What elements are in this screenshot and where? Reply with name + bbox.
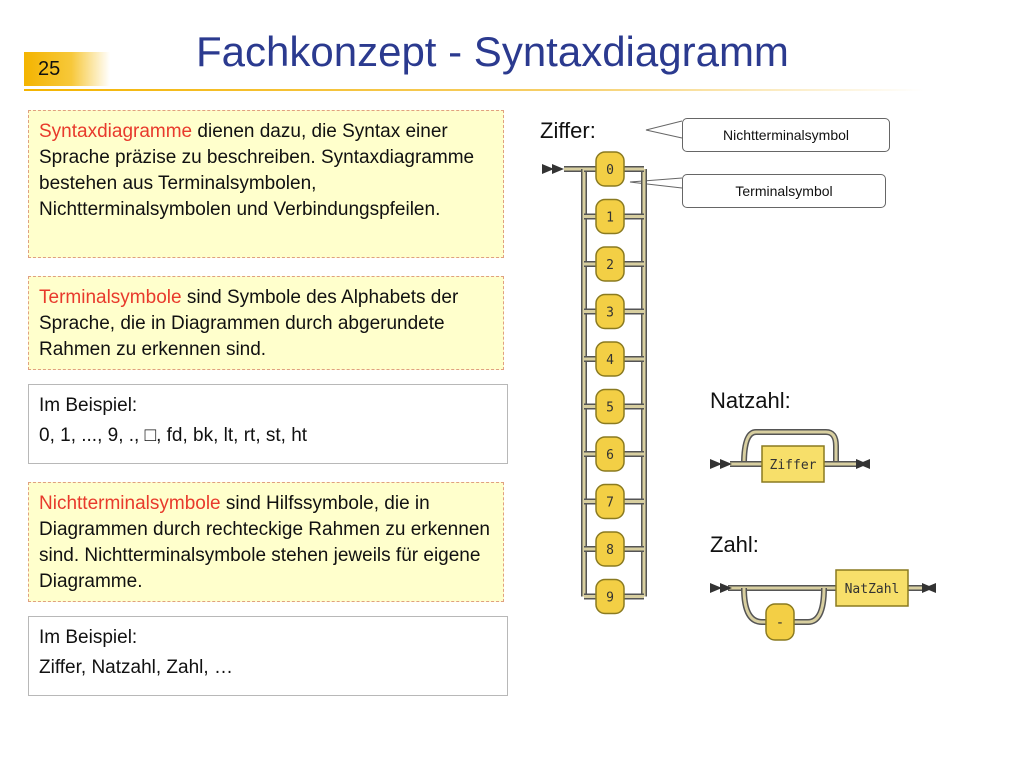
example-heading: Im Beispiel: <box>39 395 138 416</box>
definition-text-syntaxdiagramme: dienen dazu, die Syntax einer Sprache präzise zu beschreiben. Syntaxdiagramme bestehen aus Terminalsymbolen, Nichtterminalsymbolen und Verbindungspfeilen. <box>39 121 475 220</box>
example-box-terminals <box>28 384 508 464</box>
definition-box-terminalsymbole <box>28 276 504 370</box>
title-underline <box>24 89 924 91</box>
natzahl-label: Natzahl: <box>710 388 791 413</box>
definition-box-syntaxdiagramme <box>28 110 504 258</box>
zahl-minus-label: - <box>775 615 785 631</box>
zahl-natzahl-label: NatZahl <box>844 582 900 597</box>
entry-arrow-icon <box>552 164 564 174</box>
zahl-label: Zahl: <box>710 532 759 557</box>
slide-number: 25 <box>24 52 110 86</box>
digit-label-5: 5 <box>606 400 614 416</box>
example-heading: Im Beispiel: <box>39 627 138 648</box>
callout-nichtterminalsymbol: Nichtterminalsymbol <box>682 118 890 152</box>
digit-label-1: 1 <box>606 210 614 226</box>
example-box-nonterminals <box>28 616 508 696</box>
natzahl-nonterminal-label: Ziffer <box>769 458 817 473</box>
page-title: Fachkonzept - Syntaxdiagramm <box>196 28 789 75</box>
digit-label-8: 8 <box>606 543 614 558</box>
definition-text-nichtterminalsymbole: sind Hilfssymbole, die in Diagrammen durch rechteckige Rahmen zu erkennen sind. Nichtterminalsymbole stehen jeweils für eigene Diagramme. <box>39 493 490 592</box>
ziffer-diagram <box>540 145 670 625</box>
highlight-terminalsymbole: Terminalsymbole <box>39 287 182 308</box>
example-terminal-list: 0, 1, ..., 9, ., □, fd, bk, lt, rt, st, ht <box>39 425 308 446</box>
digit-label-4: 4 <box>606 353 614 368</box>
definition-text-terminalsymbole: sind Symbole des Alphabets der Sprache, die in Diagrammen durch abgerundete Rahmen zu erkennen sind. <box>39 287 459 360</box>
exit-arrow-icon <box>924 583 936 593</box>
highlight-syntaxdiagramme: Syntaxdiagramme <box>39 121 193 142</box>
example-nonterminal-list: Ziffer, Natzahl, Zahl, … <box>39 657 233 678</box>
ziffer-label: Ziffer: <box>540 118 596 143</box>
digit-label-0: 0 <box>606 163 614 178</box>
entry-arrow-icon <box>720 459 732 469</box>
exit-arrow-icon <box>858 459 870 469</box>
natzahl-diagram <box>708 422 878 502</box>
digit-label-7: 7 <box>606 495 614 511</box>
zahl-diagram <box>706 560 946 660</box>
callout-terminalsymbol: Terminalsymbol <box>682 174 886 208</box>
definition-box-nichtterminalsymbole <box>28 482 504 602</box>
digit-label-9: 9 <box>606 590 614 606</box>
digit-label-3: 3 <box>606 305 614 321</box>
digit-label-6: 6 <box>606 448 614 463</box>
entry-arrow-icon <box>720 583 732 593</box>
highlight-nichtterminalsymbole: Nichtterminalsymbole <box>39 493 221 514</box>
digit-label-2: 2 <box>606 258 614 273</box>
